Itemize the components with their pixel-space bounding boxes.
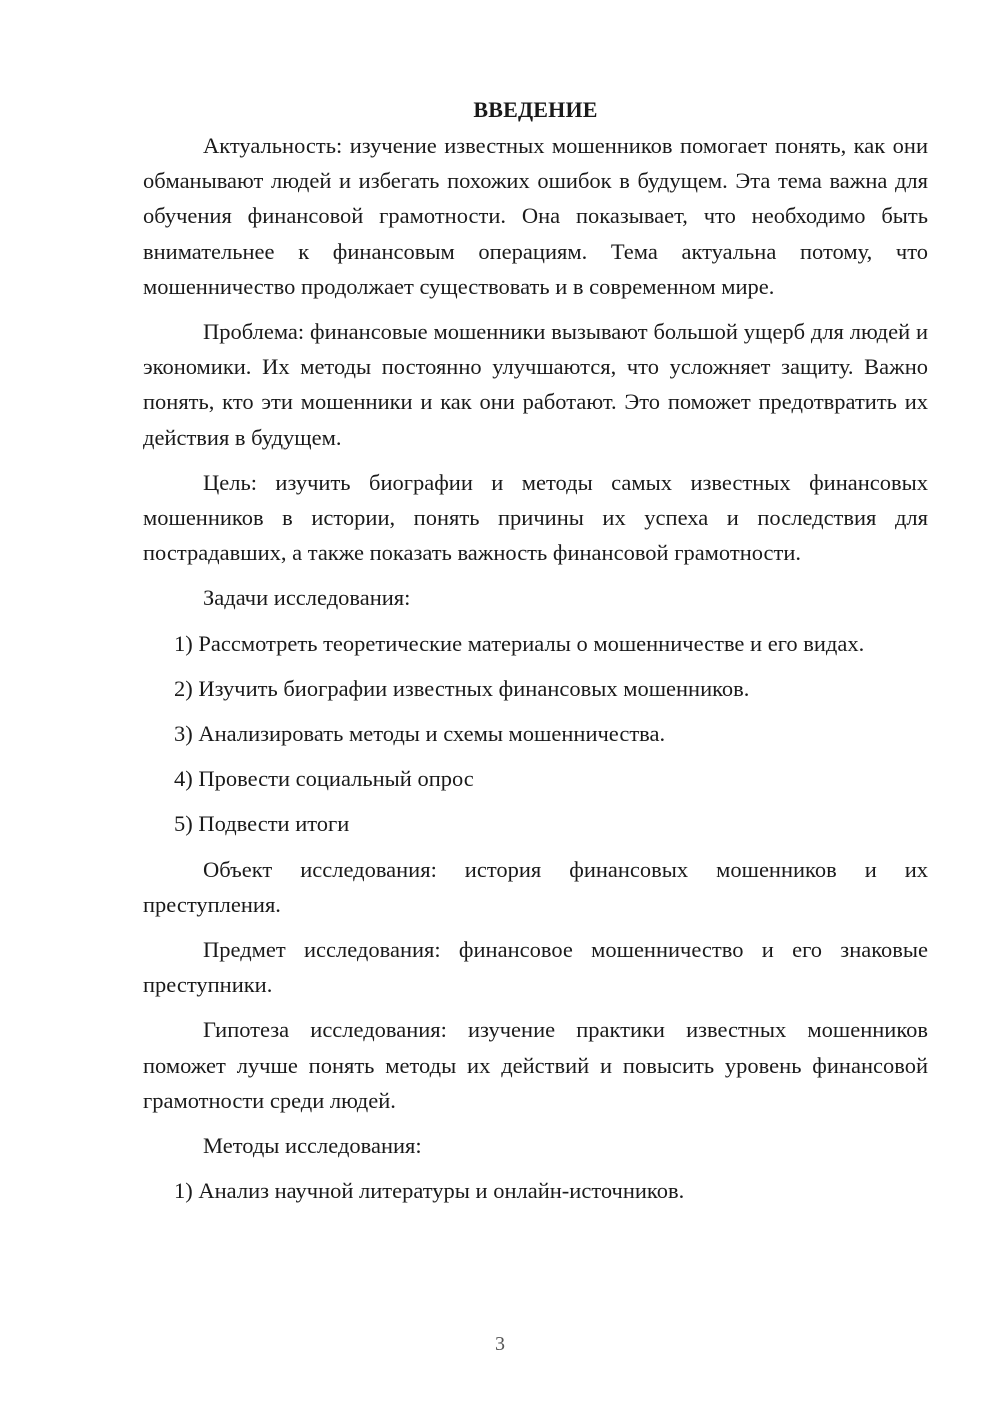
paragraph-hypothesis: Гипотеза исследования: изучение практики известных мошенников поможет лучше понять методы их действий и повысить уровень финансовой грамотности среди людей.: [143, 1017, 928, 1113]
page-number: 3: [495, 1333, 505, 1355]
paragraph-problem: Проблема: финансовые мошенники вызывают большой ущерб для людей и экономики. Их методы постоянно улучшаются, что усложняет защиту. Важно понять, кто эти мошенники и как они работают. Это поможет предотвратить их действия в будущем.: [143, 319, 928, 450]
task-item-3: 3) Анализировать методы и схемы мошенничества.: [174, 721, 666, 747]
task-item-1: 1) Рассмотреть теоретические материалы о мошенничестве и его видах.: [174, 630, 865, 656]
paragraph-subject: Предмет исследования: финансовое мошенничество и его знаковые преступники.: [143, 937, 928, 998]
tasks-heading: Задачи исследования:: [203, 585, 411, 611]
method-item-1: 1) Анализ научной литературы и онлайн-источников.: [174, 1178, 685, 1204]
paragraph-relevance: Актуальность: изучение известных мошенников помогает понять, как они обманывают людей и избегать похожих ошибок в будущем. Эта тема важна для обучения финансовой грамотности. Она показывает, что необходимо быть внимательнее к финансовым операциям. Тема актуальна потому, что мошенничество продолжает существовать и в современном мире.: [143, 133, 928, 299]
task-item-2: 2) Изучить биографии известных финансовых мошенников.: [174, 675, 750, 701]
section-title: ВВЕДЕНИЕ: [473, 97, 598, 122]
paragraph-goal: Цель: изучить биографии и методы самых известных финансовых мошенников в истории, понять причины их успеха и последствия для пострадавших, а также показать важность финансовой грамотности.: [143, 469, 928, 566]
task-item-5: 5) Подвести итоги: [174, 811, 350, 837]
task-item-4: 4) Провести социальный опрос: [174, 766, 474, 792]
paragraph-object: Объект исследования: история финансовых мошенников и их преступления.: [143, 856, 928, 917]
document-page: [143, 95, 928, 1218]
methods-heading: Методы исследования:: [203, 1133, 422, 1159]
